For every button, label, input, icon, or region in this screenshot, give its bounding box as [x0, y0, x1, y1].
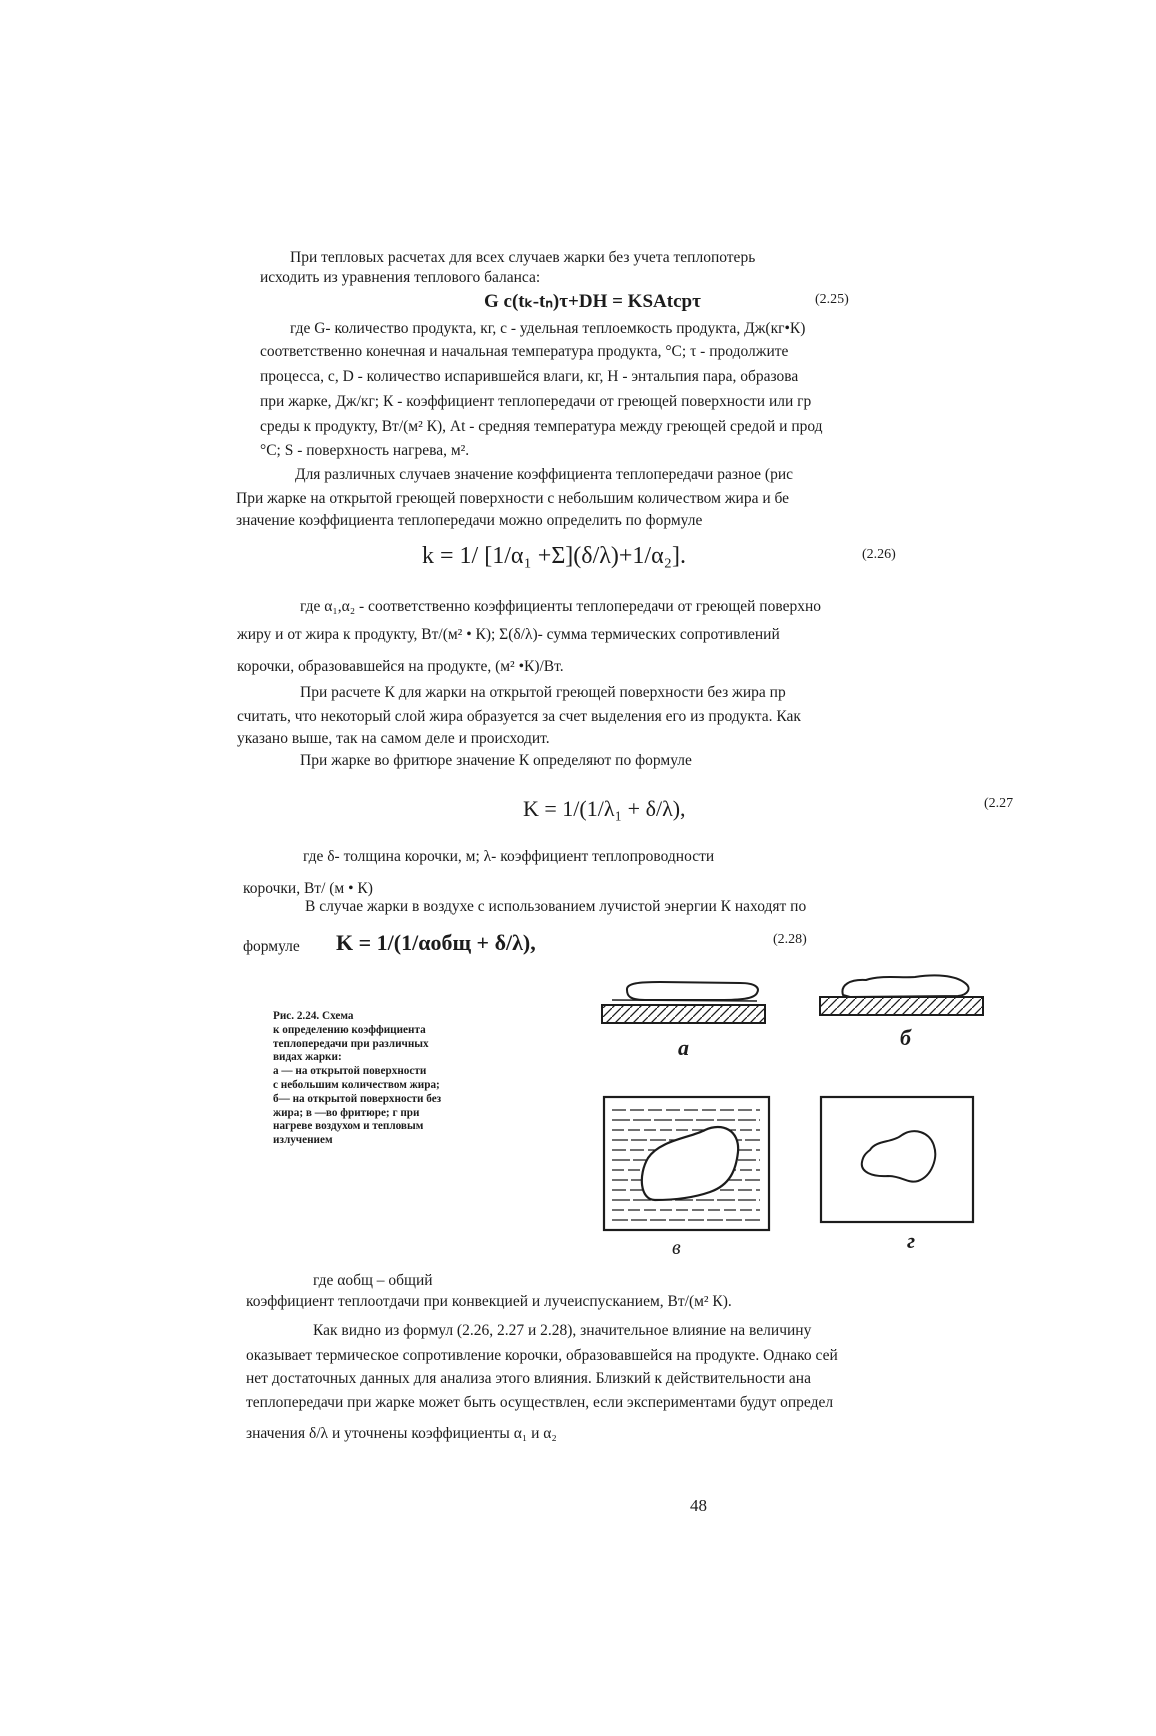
- product-shape: [627, 982, 758, 1000]
- caption-line: жира; в —во фритюре; г при: [273, 1106, 420, 1119]
- scheme-v: [604, 1097, 769, 1230]
- text-line: указано выше, так на самом деле и происходит.: [237, 730, 550, 747]
- caption-line: видах жарки:: [273, 1051, 342, 1064]
- text-line: При расчете К для жарки на открытой греющей поверхности без жира пр: [300, 684, 786, 701]
- text-line: формуле: [243, 938, 300, 955]
- caption-line: излучением: [273, 1134, 333, 1147]
- formula-2-28: K = 1/(1/αобщ + δ/λ),: [336, 930, 536, 955]
- text-line: где αобщ – общий: [313, 1272, 433, 1289]
- text-line: Для различных случаев значение коэффициента теплопередачи разное (рис: [295, 466, 794, 483]
- scheme-a: [602, 982, 765, 1023]
- text-line: В случае жарки в воздухе с использованием лучистой энергии К находят по: [305, 898, 807, 915]
- text-line: где G- количество продукта, кг, с - удельная теплоемкость продукта, Дж(кг•К): [290, 320, 806, 337]
- text-line: При жарке во фритюре значение К определяют по формуле: [300, 752, 692, 769]
- text-line: При тепловых расчетах для всех случаев жарки без учета теплопотерь: [290, 249, 756, 266]
- text-line: значение коэффициента теплопередачи можно определить по формуле: [236, 512, 703, 529]
- caption-line: Рис. 2.24. Схема: [273, 1010, 354, 1022]
- text-line: корочки, образовавшейся на продукте, (м² •К)/Вт.: [237, 658, 564, 675]
- text-line: значения δ/λ и уточнены коэффициенты α₁ и α₂: [246, 1425, 557, 1442]
- text-line: коэффициент теплоотдачи при конвекцией и лучеиспусканием, Вт/(м² К).: [246, 1293, 732, 1310]
- formula-2-25: G c(tₖ-tₙ)τ+DH = KSAtcpτ: [484, 291, 701, 312]
- caption-line: нагреве воздухом и тепловым: [273, 1120, 424, 1133]
- text-line: °С; S - поверхность нагрева, м².: [260, 442, 470, 459]
- text-line: где α₁,α₂ - соответственно коэффициенты теплопередачи от греющей поверхно: [300, 598, 822, 615]
- caption-line: а — на открытой поверхности: [273, 1065, 427, 1078]
- caption-line: теплопередачи при различных: [273, 1037, 429, 1050]
- product-shape: [842, 975, 968, 997]
- figure-label-g: г: [907, 1228, 916, 1253]
- text-line: жиру и от жира к продукту, Вт/(м² • К); Σ(δ/λ)- сумма термических сопротивлений: [237, 626, 780, 643]
- text-line: процесса, с, D - количество испарившейся влаги, кг, Н - энтальпия пара, образова: [260, 368, 799, 385]
- figure-label-a: а: [678, 1035, 689, 1060]
- formula-number: (2.26): [862, 547, 896, 562]
- text-line: нет достаточных данных для анализа этого влияния. Близкий к действительности ана: [246, 1370, 811, 1387]
- caption-line: к определению коэффициента: [273, 1023, 426, 1036]
- formula-number: (2.25): [815, 292, 849, 307]
- text-line: теплопередачи при жарке может быть осуществлен, если экспериментами будут определ: [246, 1394, 834, 1411]
- text-line: Как видно из формул (2.26, 2.27 и 2.28), значительное влияние на величину: [313, 1322, 812, 1339]
- text-line: исходить из уравнения теплового баланса:: [260, 269, 541, 286]
- text-line: корочки, Вт/ (м • К): [243, 880, 373, 897]
- formula-2-26: k = 1/ [1/α₁ +Σ](δ/λ)+1/α₂].: [422, 543, 687, 569]
- text-line: считать, что некоторый слой жира образуется за счет выделения его из продукта. Как: [237, 708, 801, 725]
- text-line: среды к продукту, Вт/(м² К), At - средняя температура между греющей средой и прод: [260, 418, 823, 435]
- page-number: 48: [690, 1496, 707, 1515]
- product-shape: [642, 1127, 738, 1200]
- formula-number: (2.28): [773, 932, 807, 947]
- text-line: соответственно конечная и начальная температура продукта, °С; τ - продолжите: [260, 343, 789, 360]
- scheme-b: [820, 975, 983, 1015]
- product-shape: [862, 1131, 935, 1181]
- text-line: при жарке, Дж/кг; К - коэффициент теплопередачи от греющей поверхности или гр: [260, 393, 812, 410]
- text-line: При жарке на открытой греющей поверхности с небольшим количеством жира и бе: [236, 490, 790, 507]
- text-line: оказывает термическое сопротивление корочки, образовавшейся на продукте. Однако сей: [246, 1347, 838, 1364]
- caption-line: с небольшим количеством жира;: [273, 1078, 440, 1091]
- formula-2-27: K = 1/(1/λ₁ + δ/λ),: [523, 796, 686, 821]
- figure-caption: [273, 1010, 538, 1148]
- formula-number: (2.27: [984, 796, 1014, 811]
- figure-label-b: б: [900, 1025, 911, 1050]
- text-line: где δ- толщина корочки, м; λ- коэффициент теплопроводности: [303, 848, 715, 865]
- scheme-g: [821, 1097, 973, 1222]
- caption-line: б— на открытой поверхности без: [273, 1092, 442, 1105]
- figure-label-v: в: [672, 1237, 681, 1259]
